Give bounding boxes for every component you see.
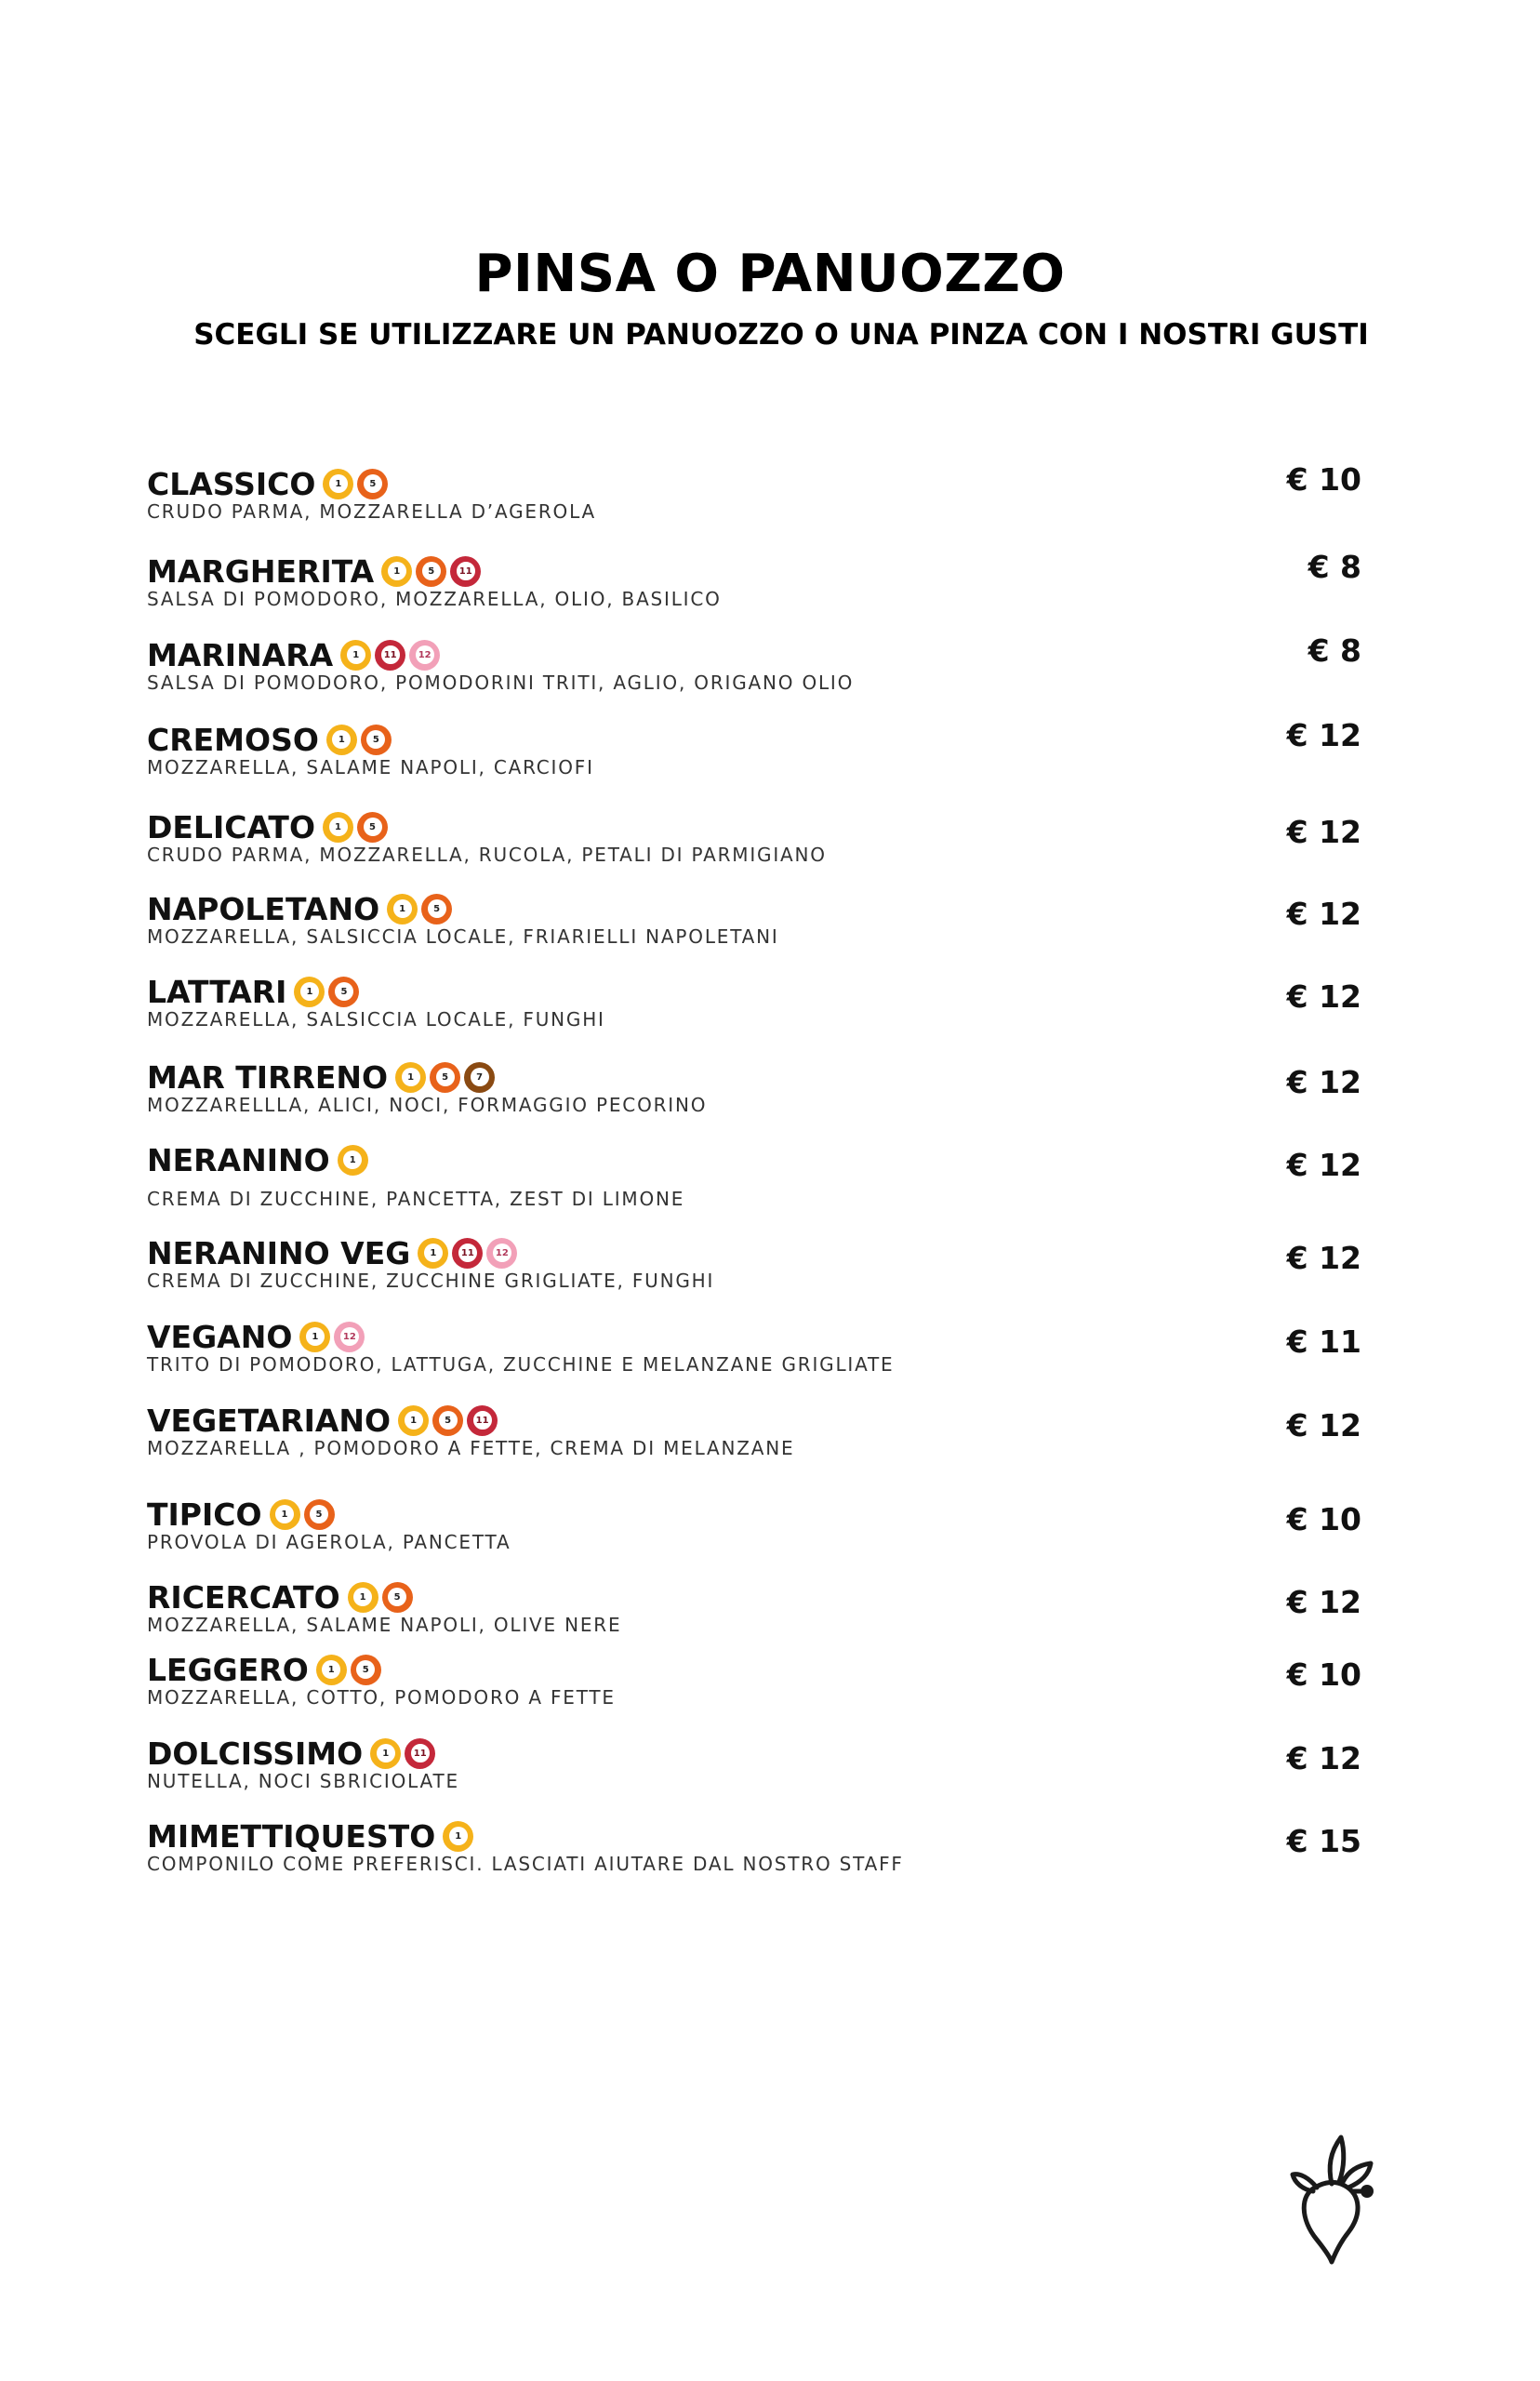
allergen-1-icon [340, 640, 371, 671]
allergen-1-icon [323, 469, 353, 499]
menu-item-price: € 12 [1286, 1407, 1361, 1443]
menu-item [147, 1733, 1361, 1807]
allergen-number: 12 [493, 1244, 511, 1262]
allergen-number: 5 [310, 1505, 328, 1523]
menu-item-name: MIMETTIQUESTO [147, 1817, 436, 1855]
menu-item-header [147, 971, 363, 1012]
allergen-1-icon [338, 1145, 368, 1176]
allergen-5-icon [382, 1582, 413, 1613]
menu-item-description: MOZZARELLA, COTTO, POMODORO A FETTE [147, 1686, 616, 1709]
allergen-badges [323, 469, 392, 499]
allergen-1-icon [326, 725, 357, 755]
menu-item-price: € 10 [1286, 1501, 1361, 1537]
allergen-1-icon [270, 1499, 300, 1530]
allergen-badges [398, 1405, 501, 1436]
menu-item-name: RICERCATO [147, 1578, 340, 1616]
allergen-1-icon [387, 894, 418, 924]
menu-item [147, 634, 1361, 709]
allergen-number: 5 [356, 1660, 375, 1679]
allergen-5-icon [416, 556, 446, 587]
allergen-number: 11 [379, 644, 402, 666]
allergen-1-icon [348, 1582, 378, 1613]
menu-item [147, 1139, 1361, 1214]
menu-item-price: € 12 [1286, 1740, 1361, 1776]
menu-item-name: MARINARA [147, 636, 334, 673]
allergen-number: 1 [405, 1411, 423, 1430]
menu-item-header [147, 1576, 417, 1617]
allergen-number: 1 [329, 474, 348, 493]
allergen-5-icon [430, 1062, 460, 1093]
allergen-number: 11 [471, 1409, 494, 1431]
menu-item-header [147, 1649, 385, 1690]
menu-item-header [147, 551, 485, 592]
menu-item-description: CREMA DI ZUCCHINE, ZUCCHINE GRIGLIATE, FUNGHI [147, 1270, 715, 1292]
menu-item-header [147, 1733, 439, 1774]
allergen-1-icon [395, 1062, 426, 1093]
allergen-number: 1 [329, 818, 348, 836]
menu-item-header [147, 1139, 372, 1180]
menu-item-name: VEGANO [147, 1318, 293, 1355]
allergen-badges [443, 1821, 477, 1852]
allergen-number: 1 [353, 1588, 372, 1606]
menu-item-header [147, 806, 392, 847]
page-subtitle: SCEGLI SE UTILIZZARE UN PANUOZZO O UNA PINZA CON I NOSTRI GUSTI [193, 318, 1369, 352]
allergen-badges [323, 812, 392, 843]
menu-item-price: € 10 [1286, 461, 1361, 498]
menu-item [147, 971, 1361, 1045]
allergen-badges [395, 1062, 498, 1093]
menu-item-description: MOZZARELLA, SALAME NAPOLI, OLIVE NERE [147, 1614, 622, 1636]
menu-item-description: MOZZARELLA, SALSICCIA LOCALE, FUNGHI [147, 1008, 605, 1031]
menu-item-name: MARGHERITA [147, 552, 375, 590]
allergen-badges [381, 556, 485, 587]
allergen-1-icon [443, 1821, 473, 1852]
menu-item [147, 1576, 1361, 1651]
allergen-number: 5 [335, 982, 353, 1001]
menu-item-description: MOZZARELLLA, ALICI, NOCI, FORMAGGIO PECORINO [147, 1094, 708, 1116]
allergen-7-icon [464, 1062, 495, 1093]
allergen-number: 5 [366, 730, 385, 749]
menu-item-price: € 12 [1286, 978, 1361, 1015]
allergen-5-icon [361, 725, 392, 755]
allergen-badges [299, 1322, 368, 1352]
allergen-number: 5 [364, 474, 382, 493]
allergen-1-icon [299, 1322, 330, 1352]
menu-item [147, 888, 1361, 963]
allergen-number: 7 [471, 1068, 489, 1086]
menu-item-name: CREMOSO [147, 721, 319, 758]
allergen-number: 5 [439, 1411, 458, 1430]
allergen-number: 5 [428, 899, 446, 918]
allergen-11-icon [467, 1405, 498, 1436]
allergen-number: 1 [306, 1327, 325, 1346]
allergen-number: 1 [449, 1827, 468, 1845]
menu-item-header [147, 1494, 339, 1535]
menu-item-name: NAPOLETANO [147, 890, 380, 927]
allergen-11-icon [450, 556, 481, 587]
menu-item [147, 463, 1361, 538]
menu-item-description: PROVOLA DI AGEROLA, PANCETTA [147, 1531, 511, 1553]
allergen-badges [338, 1145, 372, 1176]
menu-item [147, 551, 1361, 625]
allergen-11-icon [452, 1238, 483, 1269]
menu-item-header [147, 634, 444, 675]
allergen-badges [387, 894, 456, 924]
allergen-1-icon [294, 977, 325, 1007]
allergen-5-icon [357, 469, 388, 499]
allergen-badges [294, 977, 363, 1007]
menu-item-header [147, 1232, 521, 1273]
allergen-number: 11 [455, 560, 477, 582]
menu-item-price: € 8 [1308, 632, 1361, 669]
allergen-badges [418, 1238, 521, 1269]
menu-item-name: DELICATO [147, 808, 316, 845]
menu-item-description: SALSA DI POMODORO, MOZZARELLA, OLIO, BASILICO [147, 588, 722, 610]
menu-item-price: € 12 [1286, 717, 1361, 753]
menu-item-price: € 12 [1286, 1584, 1361, 1620]
allergen-number: 1 [347, 645, 365, 664]
menu-item-name: VEGETARIANO [147, 1402, 392, 1439]
menu-item-price: € 12 [1286, 814, 1361, 850]
allergen-5-icon [351, 1655, 381, 1685]
allergen-badges [340, 640, 444, 671]
menu-item-description: CRUDO PARMA, MOZZARELLA D’AGEROLA [147, 500, 596, 523]
menu-item-header [147, 719, 395, 760]
allergen-number: 1 [332, 730, 351, 749]
menu-item-price: € 12 [1286, 896, 1361, 932]
menu-item-name: LEGGERO [147, 1651, 309, 1688]
menu-item-name: CLASSICO [147, 465, 316, 502]
allergen-number: 5 [364, 818, 382, 836]
allergen-number: 1 [343, 1151, 362, 1169]
allergen-5-icon [304, 1499, 335, 1530]
allergen-11-icon [405, 1738, 435, 1769]
allergen-number: 11 [409, 1742, 431, 1764]
menu-item [147, 1316, 1361, 1390]
allergen-number: 1 [393, 899, 412, 918]
carrot-logo-icon [1287, 2130, 1389, 2269]
menu-item [147, 1816, 1361, 1890]
menu-item-name: LATTARI [147, 973, 287, 1010]
allergen-badges [348, 1582, 417, 1613]
menu-item-description: CREMA DI ZUCCHINE, PANCETTA, ZEST DI LIMONE [147, 1188, 685, 1210]
allergen-1-icon [381, 556, 412, 587]
allergen-1-icon [398, 1405, 429, 1436]
menu-item [147, 1494, 1361, 1568]
menu-item-header [147, 1057, 498, 1097]
menu-item-name: TIPICO [147, 1496, 262, 1533]
allergen-5-icon [432, 1405, 463, 1436]
menu-item-price: € 12 [1286, 1147, 1361, 1183]
menu-item-description: MOZZARELLA, SALSICCIA LOCALE, FRIARIELLI NAPOLETANI [147, 925, 779, 948]
menu-item-name: NERANINO VEG [147, 1234, 411, 1271]
menu-item-price: € 12 [1286, 1064, 1361, 1100]
allergen-number: 1 [388, 562, 406, 580]
menu-item [147, 1649, 1361, 1723]
menu-item [147, 1057, 1361, 1131]
allergen-badges [326, 725, 395, 755]
allergen-number: 5 [422, 562, 441, 580]
menu-item-price: € 12 [1286, 1240, 1361, 1276]
allergen-number: 1 [300, 982, 319, 1001]
allergen-1-icon [323, 812, 353, 843]
menu-item-description: TRITO DI POMODORO, LATTUGA, ZUCCHINE E MELANZANE GRIGLIATE [147, 1353, 895, 1376]
allergen-12-icon [409, 640, 440, 671]
allergen-number: 12 [340, 1327, 359, 1346]
menu-item-description: SALSA DI POMODORO, POMODORINI TRITI, AGLIO, ORIGANO OLIO [147, 672, 855, 694]
menu-item-description: MOZZARELLA, SALAME NAPOLI, CARCIOFI [147, 756, 594, 778]
allergen-5-icon [421, 894, 452, 924]
allergen-number: 1 [424, 1244, 443, 1262]
menu-item-price: € 15 [1286, 1823, 1361, 1859]
allergen-number: 1 [322, 1660, 340, 1679]
allergen-number: 12 [416, 645, 434, 664]
allergen-number: 1 [402, 1068, 420, 1086]
menu-item-price: € 8 [1308, 549, 1361, 585]
allergen-number: 5 [388, 1588, 406, 1606]
allergen-12-icon [486, 1238, 517, 1269]
allergen-badges [270, 1499, 339, 1530]
menu-item-header [147, 1316, 368, 1357]
allergen-badges [370, 1738, 439, 1769]
menu-item-description: COMPONILO COME PREFERISCI. LASCIATI AIUTARE DAL NOSTRO STAFF [147, 1853, 904, 1875]
menu-item-name: MAR TIRRENO [147, 1058, 389, 1096]
menu-item-description: MOZZARELLA , POMODORO A FETTE, CREMA DI MELANZANE [147, 1437, 795, 1459]
menu-item [147, 719, 1361, 793]
allergen-5-icon [328, 977, 359, 1007]
allergen-number: 11 [457, 1242, 479, 1264]
allergen-1-icon [370, 1738, 401, 1769]
allergen-5-icon [357, 812, 388, 843]
menu-item-price: € 10 [1286, 1656, 1361, 1693]
allergen-11-icon [375, 640, 405, 671]
menu-item-header [147, 888, 456, 929]
menu-item-price: € 11 [1286, 1324, 1361, 1360]
menu-item [147, 1400, 1361, 1474]
menu-item [147, 806, 1361, 881]
allergen-1-icon [316, 1655, 347, 1685]
menu-item-name: DOLCISSIMO [147, 1735, 364, 1772]
allergen-number: 5 [436, 1068, 455, 1086]
menu-item-header [147, 1400, 501, 1441]
menu-item [147, 1232, 1361, 1307]
allergen-badges [316, 1655, 385, 1685]
allergen-number: 1 [377, 1744, 395, 1762]
menu-item-name: NERANINO [147, 1141, 330, 1178]
menu-item-description: NUTELLA, NOCI SBRICIOLATE [147, 1770, 459, 1792]
allergen-1-icon [418, 1238, 448, 1269]
menu-item-header [147, 1816, 477, 1856]
page-title: PINSA O PANUOZZO [474, 244, 1066, 304]
allergen-number: 1 [275, 1505, 294, 1523]
allergen-12-icon [334, 1322, 365, 1352]
menu-item-description: CRUDO PARMA, MOZZARELLA, RUCOLA, PETALI DI PARMIGIANO [147, 844, 827, 866]
menu-item-header [147, 463, 392, 504]
